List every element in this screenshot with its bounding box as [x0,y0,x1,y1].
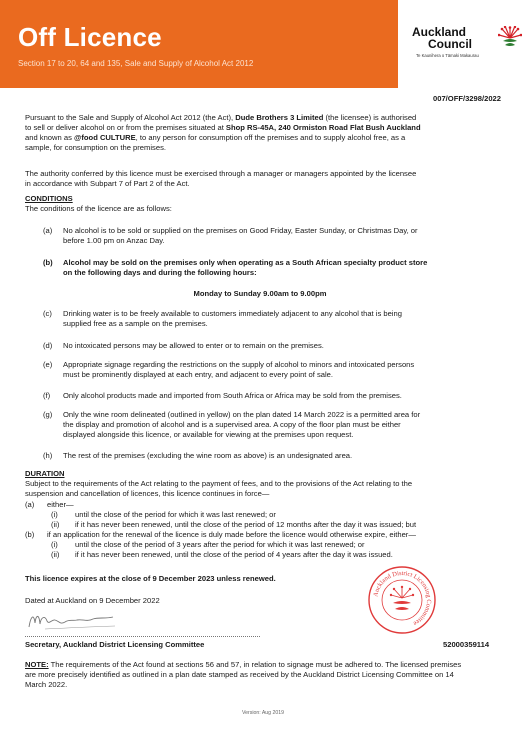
logo-text-auckland: Auckland [412,25,467,39]
authority-paragraph: The authority conferred by this licence must be exercised through a manager or managers appointed by the licensee in accordance with Subpart 7 of Part 2 of the Act. [25,169,417,189]
duration-b-ii-text: if it has never been renewed, until the close of the period of 4 years after the day it was issued. [75,550,393,559]
duration-b-i-label: (i) [51,540,58,549]
conditions-heading: CONDITIONS [25,194,73,203]
licensing-committee-seal [367,565,437,635]
auckland-council-logo [412,26,522,70]
svg-text:Auckland District Licensing Co: Auckland District Licensing Committee [372,569,433,627]
duration-a-text: either— [47,500,74,509]
signatory-title: Secretary, Auckland District Licensing Committee [25,640,205,649]
document-title: Off Licence [18,22,162,52]
document-subtitle: Section 17 to 20, 64 and 135, Sale and Supply of Alcohol Act 2012 [18,59,254,68]
version-footer: Version: Aug 2019 [241,710,285,716]
pohutukawa-flower-icon [498,26,522,50]
licence-reference-number: 007/OFF/3298/2022 [433,94,501,103]
header-banner [0,0,526,88]
duration-b-label: (b) [25,530,35,539]
premises-address: Shop RS-45A, 240 Ormiston Road Flat Bush Auckland [225,123,421,133]
duration-paragraph: Subject to the requirements of the Act relating to the payment of fees, and to the provisions of the Act relating to the suspension and cancellation of licences, this licence continues in force— [25,479,413,499]
logo-text-council: Council [428,37,472,51]
dated-line: Dated at Auckland on 9 December 2022 [25,596,160,605]
logo-maori-text: Te Kaunihera o Tāmaki Makaurau [416,53,479,58]
duration-heading: DURATION [25,469,65,478]
licensee-name: Dude Brothers 3 Limited [235,113,324,122]
seal-number: 52000359114 [443,640,490,649]
note-paragraph: NOTE: The requirements of the Act found at sections 56 and 57, in relation to signage must be adhered to. The licensed premises are more precisely identified as outlined in a plan date stamped as received by the Auckland District Licensing Committee on 14 March 2022. [25,660,462,690]
signature-line [25,636,260,637]
duration-a-i-text: until the close of the period for which it was last renewed; or [75,510,276,519]
trading-name: @food CULTURE [73,133,136,143]
duration-a-ii-text: if it has never been renewed, until the close of the period of 12 months after the day it was issued; but [75,520,417,529]
duration-a-i-label: (i) [51,510,58,519]
note-label: NOTE: [25,660,49,669]
duration-a-label: (a) [25,500,35,509]
conditions-intro: The conditions of the licence are as follows: [25,204,172,213]
signature [25,609,135,633]
duration-a-ii-label: (ii) [51,520,60,529]
duration-b-ii-label: (ii) [51,550,60,559]
duration-b-i-text: until the close of the period of 3 years after the period for which it was last renewed; or [75,540,365,549]
expiry-statement: This licence expires at the close of 9 December 2023 unless renewed. [25,574,276,583]
intro-paragraph: Pursuant to the Sale and Supply of Alcohol Act 2012 (the Act), Dude Brothers 3 Limited (the licensee) is authorised to sell or deliver alcohol on or from the premises situated at Shop RS-45A, 240 Ormiston Road Flat Bush Auckland and known as @food CULTURE, to any person for consumption off the premises and to supply alcohol free, as a sample, for consumption on the premises. [25,113,421,153]
duration-b-text: if an application for the renewal of the licence is duly made before the licence would otherwise expire, either— [47,530,416,539]
